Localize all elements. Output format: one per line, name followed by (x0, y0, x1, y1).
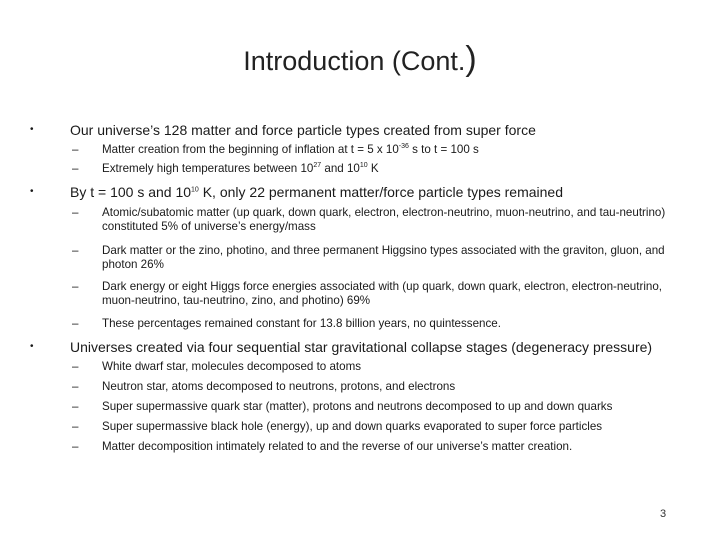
slide-title (0, 40, 720, 79)
sub-text-part: Extremely high temperatures between 10 (102, 162, 314, 175)
bullet-text-part: K, only 22 permanent matter/force particle types remained (198, 184, 564, 200)
bullet-dot: • (30, 124, 34, 135)
sub-text (102, 143, 672, 157)
bullet-dot: • (30, 186, 34, 197)
sub-text: Dark energy or eight Higgs force energies associated with (up quark, down quark, electron, electron-neutrino, muon-neutrino, tau-neutrino, zino, and photino) 69% (102, 280, 663, 307)
sub-dash: – (72, 143, 79, 156)
sub-dash: – (72, 244, 79, 257)
exponent: -36 (398, 143, 409, 151)
sub-text-part: K (367, 162, 379, 175)
sub-dash: – (72, 400, 79, 413)
sub-dash: – (72, 360, 79, 373)
bullet-text-part: By t = 100 s and 10 (70, 184, 192, 200)
page-number: 3 (660, 508, 667, 520)
bullet-dot: • (30, 341, 34, 352)
sub-dash: – (72, 280, 79, 293)
exponent: 10 (191, 186, 199, 194)
sub-dash: – (72, 317, 79, 330)
sub-text: Super supermassive black hole (energy), up and down quarks evaporated to super force particles (102, 420, 603, 433)
sub-text: White dwarf star, molecules decomposed to atoms (102, 360, 362, 373)
sub-dash: – (72, 440, 79, 453)
sub-text-part: Matter creation from the beginning of inflation at t = 5 x 10 (102, 143, 399, 156)
sub-text: Dark matter or the zino, photino, and three permanent Higgsino types associated with the graviton, gluon, and photon 26% (102, 244, 665, 271)
sub-dash: – (72, 206, 79, 219)
sub-text-part: s to t = 100 s (408, 143, 479, 156)
slide-title-paren: ) (465, 40, 477, 78)
sub-text-part: and 10 (321, 162, 360, 175)
exponent: 27 (313, 162, 322, 170)
sub-text: Matter decomposition intimately related to and the reverse of our universe’s matter creation. (102, 440, 573, 453)
sub-dash: – (72, 380, 79, 393)
sub-dash: – (72, 420, 79, 433)
bullet-text (70, 183, 563, 201)
sub-text: Neutron star, atoms decomposed to neutrons, protons, and electrons (102, 380, 456, 393)
exponent: 10 (359, 162, 368, 170)
sub-text: These percentages remained constant for 13.8 billion years, no quintessence. (102, 317, 501, 330)
sub-dash: – (72, 162, 79, 175)
bullet-text: Our universe’s 128 matter and force particle types created from super force (70, 122, 536, 138)
bullet-text: Universes created via four sequential star gravitational collapse stages (degeneracy pressure) (70, 339, 653, 355)
slide-title-text: Introduction (Cont. (243, 46, 466, 76)
sub-text: Super supermassive quark star (matter), protons and neutrons decomposed to up and down quarks (102, 400, 613, 413)
sub-text (102, 162, 672, 176)
sub-text: Atomic/subatomic matter (up quark, down quark, electron, electron-neutrino, muon-neutrino, and tau-neutrino) constituted 5% of universe’s energy/mass (102, 206, 666, 233)
